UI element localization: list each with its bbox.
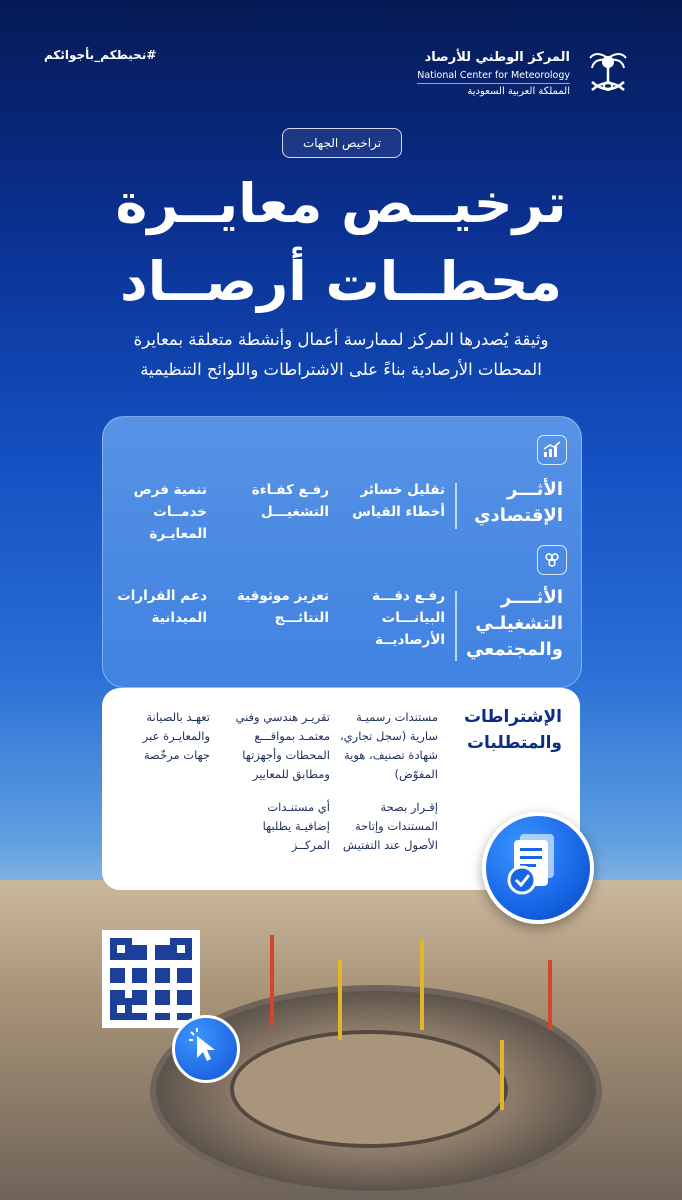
qr-module [125,968,132,975]
qr-module [177,975,184,982]
qr-module [162,990,169,997]
cursor-click-icon [172,1015,240,1083]
qr-module [125,938,132,945]
qr-module [185,1005,192,1012]
qr-module [177,938,184,945]
economic-item [252,479,329,523]
qr-module [185,990,192,997]
qr-module [147,968,154,975]
economic-impact-title [474,477,563,529]
item-line: التشغيـــل [261,504,329,520]
qr-module [125,960,132,967]
qr-module [140,938,147,945]
qr-module [110,998,117,1005]
item-line: سارية (سجل تجاري، [339,729,438,743]
qr-module [177,998,184,1005]
qr-module [117,968,124,975]
qr-module [147,1005,154,1012]
description-line-2: المحطات الأرصادية بناءً على الاشتراطات واللوائح التنظيمية [140,360,542,379]
qr-module [155,983,162,990]
qr-module [125,1005,132,1012]
qr-module [140,945,147,952]
qr-module [170,1005,177,1012]
qr-module [110,960,117,967]
requirement-item [143,708,210,765]
qr-module [185,960,192,967]
qr-module [177,1005,184,1012]
qr-module [155,1005,162,1012]
qr-module [117,975,124,982]
divider [455,591,457,661]
qr-module [125,975,132,982]
qr-module [162,968,169,975]
qr-module [155,953,162,960]
item-line: إقـرار بصحة [380,800,438,814]
requirement-item [340,708,438,784]
qr-module [155,945,162,952]
item-line: دعم القرارات [117,588,207,604]
operational-impact-title [466,585,563,663]
qr-module [140,1013,147,1020]
qr-module [110,968,117,975]
item-line: النتائـــج [274,610,329,626]
qr-module [125,990,132,997]
qr-module [155,975,162,982]
qr-module [117,990,124,997]
item-line: تقليل خسائر [360,482,445,498]
logo-english-name: National Center for Meteorology [417,70,570,84]
item-line: أخطاء القياس [352,504,445,520]
qr-module [170,968,177,975]
ncm-logo [392,46,632,110]
requirement-item [263,798,330,855]
qr-module [185,945,192,952]
item-line: المركــز [291,838,330,852]
qr-module [170,960,177,967]
qr-module [117,998,124,1005]
qr-module [132,975,139,982]
qr-module [140,960,147,967]
qr-module [140,983,147,990]
logo-country: المملكة العربية السعودية [467,86,570,97]
qr-module [147,945,154,952]
qr-module [147,998,154,1005]
qr-module [117,945,124,952]
stadium-pit [230,1030,508,1148]
divider [455,483,457,529]
operational-item [372,585,445,651]
qr-module [185,968,192,975]
qr-module [147,953,154,960]
qr-module [170,990,177,997]
palm-swords-emblem-icon [582,46,634,102]
economic-item [352,479,445,523]
item-line: أي مستنـدات [267,800,330,814]
qr-module [117,1013,124,1020]
item-line: والمعايـرة عبر [142,729,210,743]
item-line: الأصول عند التفتيش [342,838,438,852]
qr-module [140,1005,147,1012]
description-line-1: وثيقة يُصدرها المركز لممارسة أعمال وأنشطة متعلقة بمعايرة [133,330,549,349]
qr-module [125,953,132,960]
item-line: المستندات وإتاحة [355,819,438,833]
impact-card [102,416,582,688]
qr-module [185,975,192,982]
qr-module [162,1013,169,1020]
qr-module [140,968,147,975]
qr-module [132,938,139,945]
operational-title-line-3: والمجتمعي [466,639,563,660]
item-line: الأرصاديــة [375,632,445,648]
qr-module [162,938,169,945]
item-line: تقريـر هندسي وفني [235,710,330,724]
qr-module [140,953,147,960]
qr-module [110,990,117,997]
chart-growth-icon [537,435,567,465]
qr-module [132,960,139,967]
economic-item [134,479,207,545]
hashtag: #نحيطكم_بأجوائكم [44,48,157,62]
qr-module [110,1005,117,1012]
qr-module [155,1013,162,1020]
qr-module [140,975,147,982]
item-line: المفوّض) [394,767,438,781]
operational-title-line-2: التشغيلـي [475,613,563,634]
qr-module [132,1005,139,1012]
qr-module [110,938,117,945]
qr-module [170,953,177,960]
qr-module [162,960,169,967]
qr-code[interactable] [102,930,200,1028]
qr-module [110,1013,117,1020]
crane [548,960,552,1030]
qr-module [177,960,184,967]
requirements-title [464,704,562,756]
qr-pattern [110,938,192,1020]
qr-module [155,998,162,1005]
category-tag: تراخيص الجهات [282,128,402,158]
qr-module [185,998,192,1005]
crane [500,1040,504,1110]
item-line: خدمــات [153,504,207,520]
item-line: البيانـــات [381,610,445,626]
qr-module [170,938,177,945]
people-network-icon [537,545,567,575]
qr-module [147,983,154,990]
qr-module [110,945,117,952]
title-line-2: محطــات أرصــاد [120,250,562,313]
operational-title-line-1: الأثــــر [500,587,563,608]
qr-module [147,960,154,967]
qr-module [117,983,124,990]
qr-module [155,938,162,945]
title-line-1: ترخيــص معايــرة [115,172,567,235]
qr-module [140,998,147,1005]
qr-module [132,945,139,952]
requirement-item [236,708,331,784]
item-line: جهات مرخّصة [143,748,210,762]
qr-module [155,990,162,997]
qr-module [110,953,117,960]
qr-module [185,983,192,990]
item-line: المعايـرة [149,526,207,542]
requirements-title-line-1: الإشتراطات [463,707,562,727]
item-line: إضافيـة يطلبها [262,819,330,833]
qr-module [162,945,169,952]
qr-module [177,968,184,975]
item-line: المحطات وأجهزتها [242,748,330,762]
requirements-title-line-2: والمتطلبات [466,733,562,753]
qr-module [117,960,124,967]
qr-module [117,938,124,945]
operational-item [117,585,207,629]
qr-module [147,990,154,997]
item-line: تنمية فرص [133,482,207,498]
qr-module [147,975,154,982]
qr-module [147,1013,154,1020]
qr-module [162,998,169,1005]
qr-module [125,1013,132,1020]
item-line: شهادة تصنيف، هوية [344,748,438,762]
qr-module [132,953,139,960]
qr-module [132,990,139,997]
crane [338,960,342,1040]
item-line: تعزيز موثوقية [236,588,329,604]
qr-module [132,1013,139,1020]
qr-module [185,953,192,960]
qr-module [132,968,139,975]
qr-module [162,975,169,982]
qr-module [162,953,169,960]
qr-module [117,1005,124,1012]
crane [420,940,424,1030]
item-line: الميدانية [151,610,207,626]
economic-title-line-1: الأثـــر [507,479,563,500]
qr-module [162,1005,169,1012]
qr-module [110,983,117,990]
qr-module [155,960,162,967]
qr-module [132,998,139,1005]
qr-module [177,983,184,990]
qr-module [125,998,132,1005]
qr-module [177,945,184,952]
qr-module [170,983,177,990]
item-line: رفـع دقـــة [372,588,445,604]
qr-module [170,998,177,1005]
qr-module [170,975,177,982]
crane [270,935,274,1025]
qr-module [147,938,154,945]
item-line: تعهـد بالصيانة [146,710,210,724]
economic-title-line-2: الإقتصادي [474,505,563,526]
qr-module [125,945,132,952]
qr-module [185,938,192,945]
qr-module [162,983,169,990]
requirement-item [343,798,438,855]
qr-module [155,968,162,975]
qr-module [177,953,184,960]
document-check-icon [482,812,594,924]
item-line: رفـع كفـاءة [251,482,329,498]
item-line: مستندات رسميـة [356,710,438,724]
qr-module [132,983,139,990]
operational-item [237,585,329,629]
item-line: معتمـد بمواقـــع [254,729,330,743]
logo-arabic-name: المركز الوطني للأرصاد [424,50,570,65]
qr-module [125,983,132,990]
qr-module [170,945,177,952]
qr-module [177,990,184,997]
qr-module [117,953,124,960]
qr-module [110,975,117,982]
item-line: ومطابق للمعايير [252,767,330,781]
qr-module [140,990,147,997]
